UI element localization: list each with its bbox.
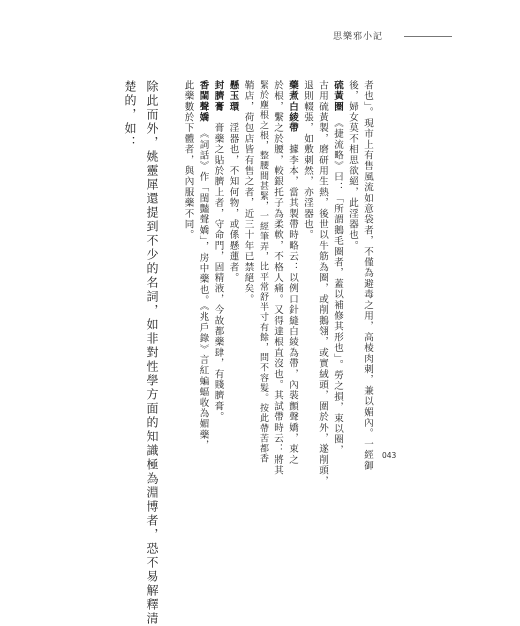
body-column: 除此而外，姚靈犀還提到不少的名詞，如非對性學方面的知識極為淵博者，恐不易解釋清 [145,80,159,626]
quote-column: 藥煮白綾帶 據李本，當其製帶時略云：以例口針縫白綾為帶，內裝顫聲嬌，束之 [287,80,298,466]
quote-column: 懸玉環 淫器也，不知何物，或係懸蓮者。 [227,80,239,284]
quote-column: 於根，繫之於腰，較銀托子為柔軟，不格人痛。又得達根直沒也。其試帶時云：將其 [272,80,283,476]
quote-column: 後，婦女莫不相思欲絕，此淫器也。 [347,80,358,252]
quote-column: 退則輟張，如敷刺然，亦淫器也。 [302,80,313,241]
quote-column: 封臍膏 膏藥之貼於臍上者，守命門，固精液，今故都藥肆，有賤臍膏。 [212,80,224,423]
page-number: 043 [382,451,397,460]
entry-term: 硫黃圈 [332,80,343,113]
quote-column: 緊於塵根之根，整腰間甚緊，一經筆弄，比平常舒半寸有餘，問不容髮。按此帶苦都香 [258,80,268,464]
entry-term: 香閨聲嬌 [197,80,209,123]
quoted-passage [182,80,373,487]
entry-term: 懸玉環 [227,80,239,113]
quote-column: 古用硫黃製，磨研用生熱，後世以牛筋為圈，或削鵝翎，或實絨頭，圍於外，遂削頭， [317,80,328,487]
running-header-title: 思樂邪小記 [333,32,384,42]
header-rule [404,36,452,37]
quote-column: 硫黃圈 《捷流略》曰：「所謂鵝毛圈者，蓋以補修其形也」。勞之損，束以圈， [332,80,343,456]
quote-column: 鞘店，荷包店皆有售之者，近三十年已禁絕矣。 [242,80,254,305]
body-text [124,80,158,626]
entry-term: 藥煮白綾帶 [287,80,298,134]
quote-column: 者也」。現市上有售風流如意袋者，不僅為避毒之用，高棱肉刺，兼以媚內。一經御 [362,80,373,472]
quote-column: 此藥數於下體者，與內服藥不同。 [182,80,194,241]
quote-column: 香閨聲嬌 《詞話》作「閨豔聲嬌」，房中藥也。《兆戶錄》言紅蝙蝠收為媚藥， [197,80,209,451]
entry-term: 封臍膏 [212,80,224,113]
body-column: 楚的，如： [123,80,137,150]
